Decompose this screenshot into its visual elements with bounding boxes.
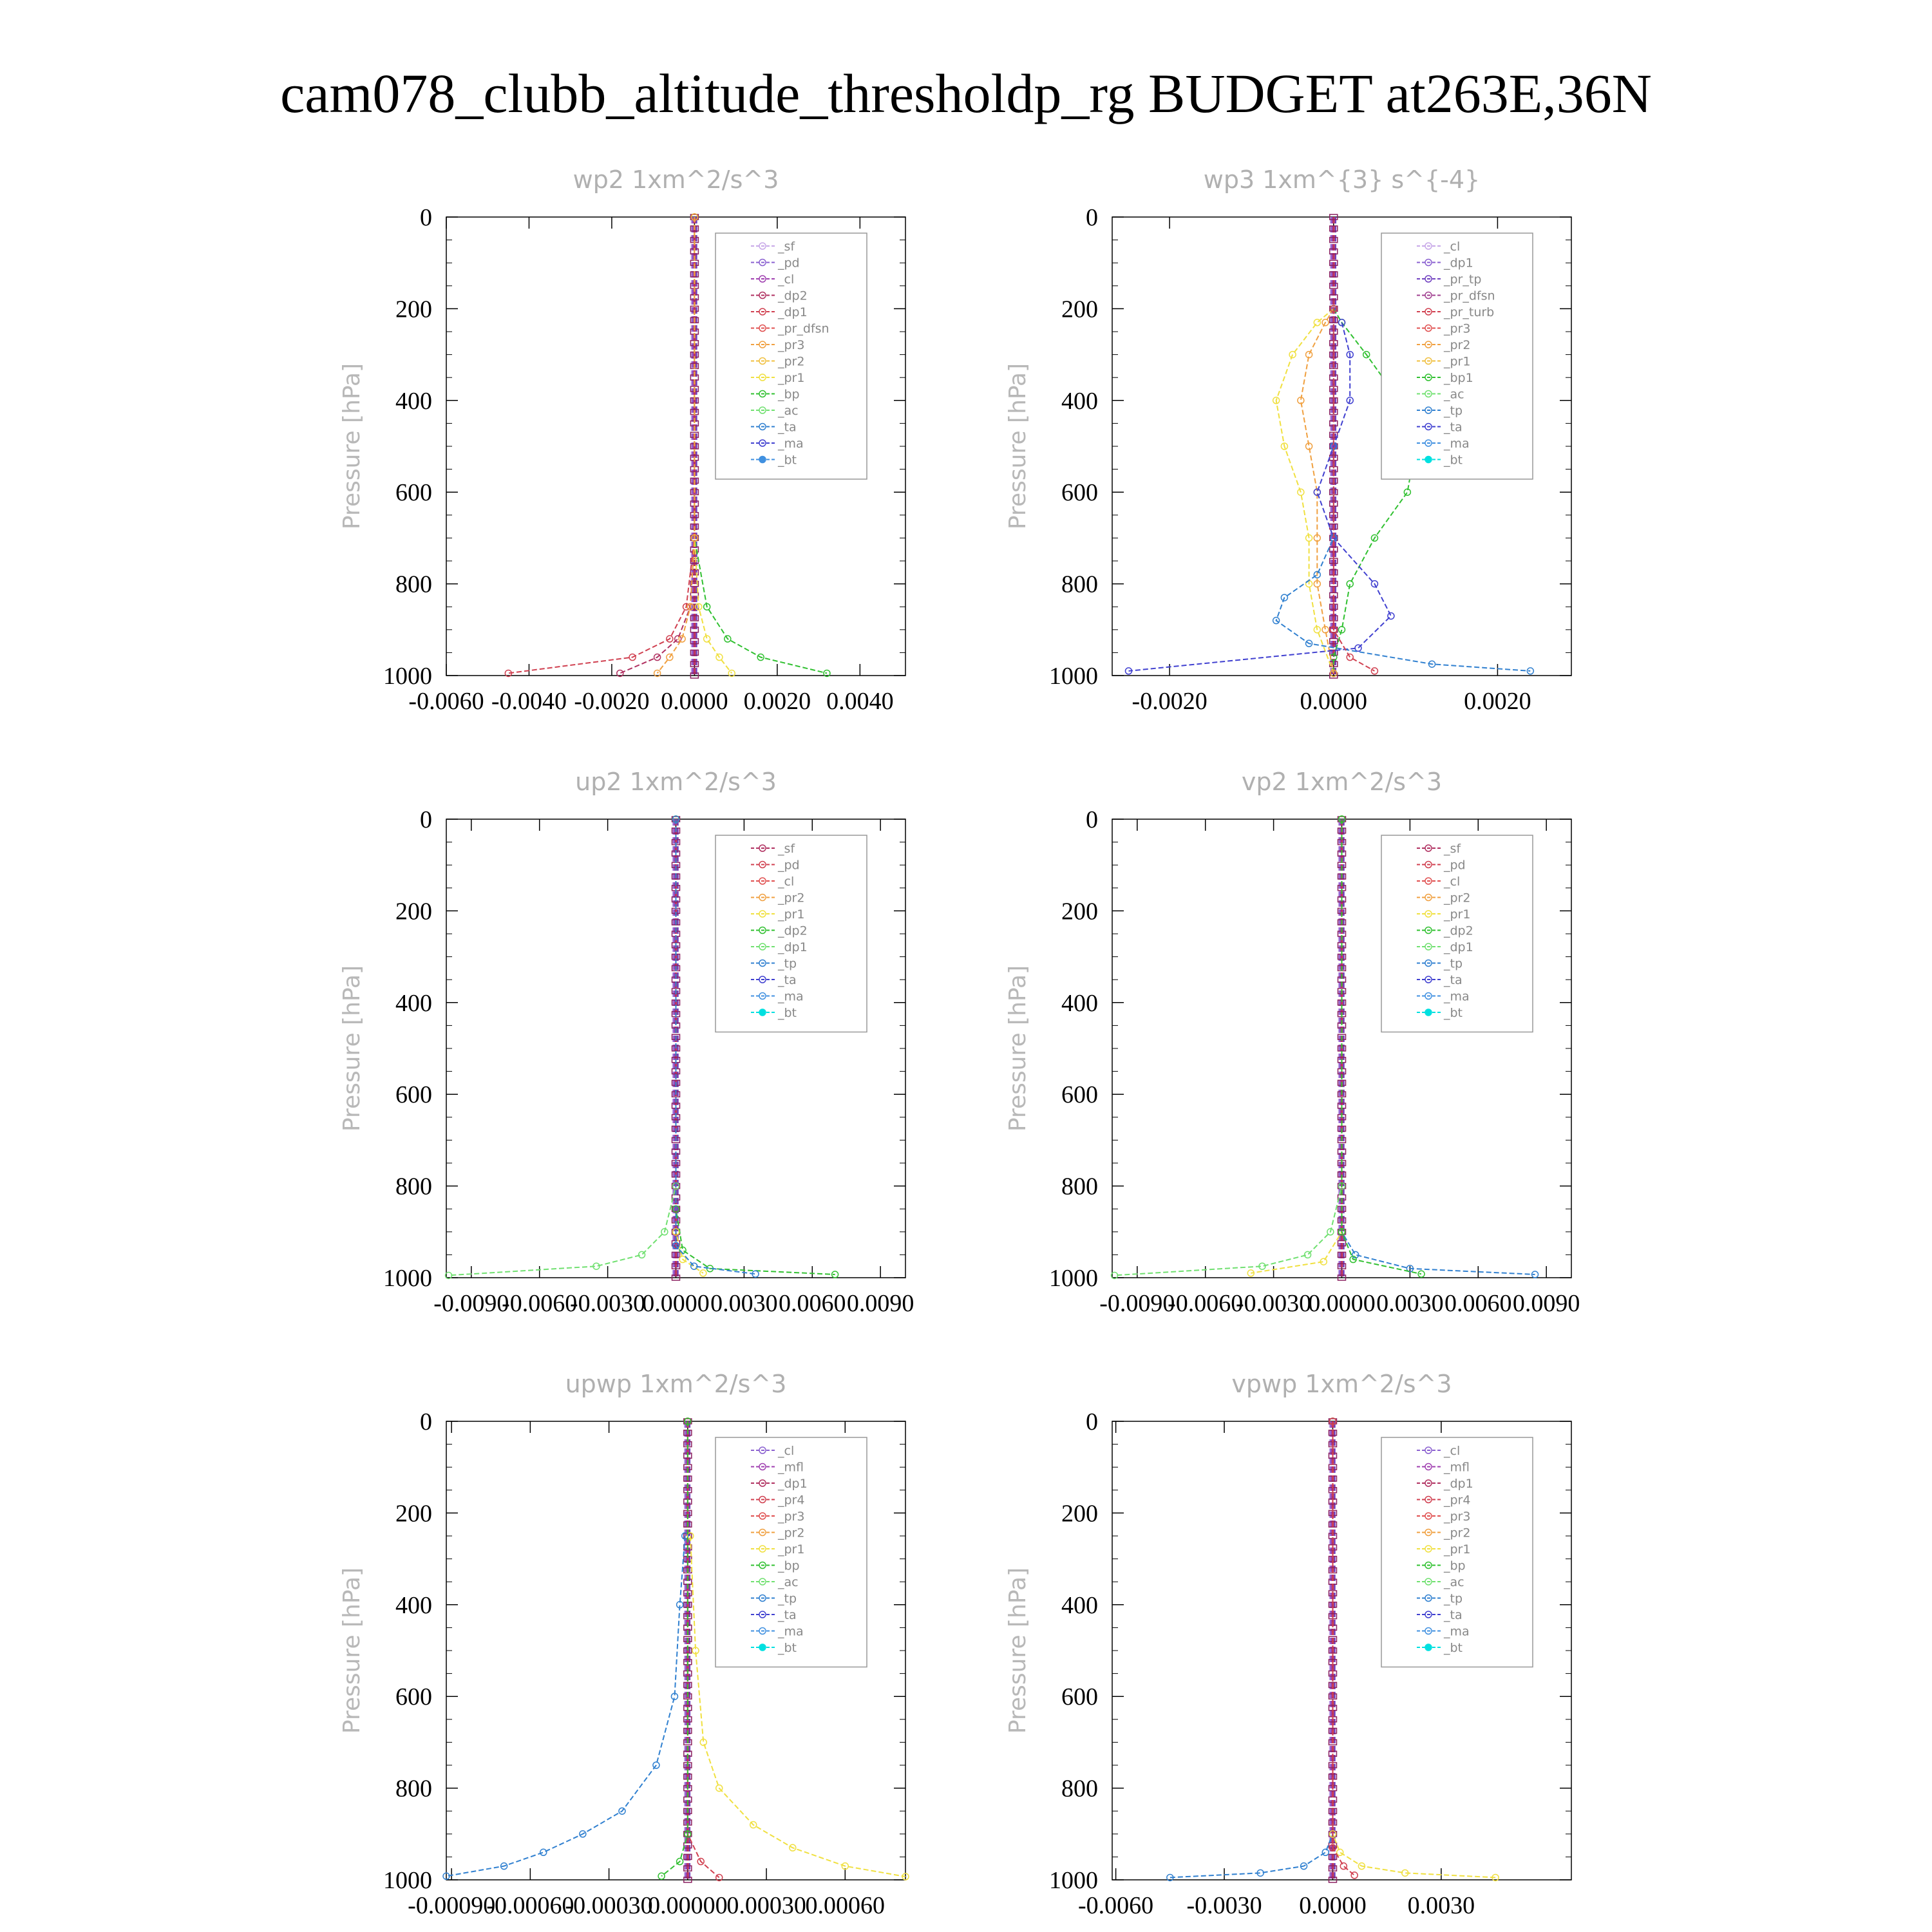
- legend-entry: _pr3: [1444, 321, 1471, 336]
- legend-entry: _ma: [778, 437, 804, 451]
- legend-entry: _pr4: [778, 1493, 805, 1508]
- y-tick-label: 1000: [383, 663, 432, 690]
- panel-1: [339, 166, 905, 715]
- legend-entry: _cl: [778, 272, 795, 287]
- legend-entry: _pr3: [778, 1510, 805, 1524]
- y-tick-label: 200: [395, 898, 432, 925]
- y-tick-label: 800: [1061, 1775, 1098, 1803]
- panel-3: [339, 768, 914, 1317]
- legend-marker: [759, 457, 766, 463]
- legend-entry: _ta: [1444, 1608, 1463, 1622]
- y-tick-label: 800: [395, 571, 432, 598]
- series-line: [1334, 308, 1375, 671]
- x-tick-label: -0.0030: [570, 1290, 646, 1317]
- y-axis-label: Pressure [hPa]: [1005, 1567, 1031, 1734]
- x-tick-label: 0.0030: [1407, 1892, 1475, 1919]
- y-tick-label: 0: [1086, 1408, 1098, 1435]
- y-tick-label: 600: [395, 1081, 432, 1109]
- series-point: [1371, 668, 1378, 674]
- y-tick-label: 800: [1061, 1173, 1098, 1200]
- x-tick-label: -0.0060: [502, 1290, 578, 1317]
- legend-entry: _dp1: [778, 1477, 808, 1491]
- legend-entry: _pr_turb: [1444, 305, 1495, 319]
- x-tick-label: 0.0000: [661, 688, 728, 715]
- series-point: [658, 1873, 665, 1879]
- series-line: [449, 819, 676, 1275]
- legend-marker: [1425, 1644, 1432, 1651]
- legend-entry: _pr_tp: [1444, 272, 1482, 287]
- panel-title: up2 1xm^2/s^3: [575, 768, 777, 796]
- y-tick-label: 600: [395, 1683, 432, 1711]
- y-tick-label: 600: [395, 479, 432, 507]
- y-tick-label: 400: [395, 989, 432, 1017]
- y-tick-label: 200: [395, 1500, 432, 1528]
- legend-entry: _ac: [1444, 387, 1464, 402]
- y-tick-label: 200: [1061, 1500, 1098, 1528]
- legend-entry: _ma: [1444, 989, 1470, 1004]
- series-point: [1347, 654, 1353, 661]
- legend-entry: _pr1: [778, 907, 805, 922]
- y-tick-label: 400: [1061, 1591, 1098, 1619]
- legend-entry: _pr2: [778, 891, 805, 905]
- panel-title: vp2 1xm^2/s^3: [1241, 768, 1443, 796]
- legend-entry: _cl: [1444, 1444, 1461, 1458]
- x-tick-label: 0.0020: [743, 688, 811, 715]
- panel-title: wp2 1xm^2/s^3: [573, 166, 779, 194]
- y-tick-label: 800: [395, 1775, 432, 1803]
- legend-entry: _ta: [1444, 420, 1463, 435]
- legend-entry: _bt: [778, 453, 797, 468]
- x-tick-label: 0.0060: [1444, 1290, 1512, 1317]
- y-tick-label: 0: [1086, 806, 1098, 833]
- legend-entry: _bp: [778, 387, 800, 402]
- panel-4: [1005, 768, 1580, 1317]
- series-point: [1340, 1863, 1347, 1870]
- y-tick-label: 0: [420, 806, 432, 833]
- legend-entry: _dp1: [1444, 256, 1473, 270]
- x-tick-label: -0.0090: [433, 1290, 509, 1317]
- legend-entry: _ta: [778, 1608, 797, 1622]
- panel-title: wp3 1xm^{3} s^{-4}: [1203, 166, 1481, 194]
- legend-entry: _tp: [1444, 404, 1463, 418]
- legend-entry: _tp: [1444, 1591, 1463, 1606]
- y-tick-label: 600: [1061, 1081, 1098, 1109]
- legend-entry: _cl: [778, 1444, 795, 1458]
- y-axis-label: Pressure [hPa]: [339, 363, 365, 530]
- y-tick-label: 400: [395, 387, 432, 415]
- y-tick-label: 800: [1061, 571, 1098, 598]
- x-tick-label: 0.0000: [1300, 688, 1368, 715]
- x-tick-label: -0.0060: [1168, 1290, 1244, 1317]
- legend-entry: _pd: [778, 256, 800, 270]
- series-point: [1337, 1849, 1343, 1855]
- y-tick-label: 200: [395, 296, 432, 323]
- y-tick-label: 1000: [1049, 663, 1098, 690]
- panel-2: [1005, 166, 1571, 715]
- series-line: [1115, 819, 1342, 1275]
- legend-marker: [1425, 1009, 1432, 1016]
- y-axis-label: Pressure [hPa]: [339, 1567, 365, 1734]
- series-point: [1418, 1271, 1425, 1277]
- y-tick-label: 600: [1061, 1683, 1098, 1711]
- series-line: [1276, 308, 1334, 673]
- x-tick-label: -0.0020: [1132, 688, 1208, 715]
- legend-entry: _ta: [778, 420, 797, 435]
- series-point: [1351, 1872, 1358, 1879]
- legend-entry: _tp: [778, 1591, 797, 1606]
- legend-entry: _bp: [1444, 1558, 1466, 1573]
- x-tick-label: 0.0030: [1376, 1290, 1444, 1317]
- legend-entry: _bt: [1444, 1006, 1463, 1020]
- series-line: [446, 1536, 685, 1876]
- y-tick-label: 200: [1061, 296, 1098, 323]
- y-tick-label: 800: [395, 1173, 432, 1200]
- legend-entry: _dp2: [1444, 923, 1473, 938]
- y-tick-label: 400: [1061, 387, 1098, 415]
- x-tick-label: 0.0000: [642, 1290, 710, 1317]
- legend-entry: _ac: [778, 1575, 799, 1589]
- panel-6: [1005, 1370, 1571, 1919]
- panel-title: upwp 1xm^2/s^3: [565, 1370, 787, 1398]
- legend-entry: _sf: [778, 240, 795, 254]
- x-tick-label: 0.0000: [1308, 1290, 1376, 1317]
- panel-5: [339, 1370, 909, 1919]
- y-axis-label: Pressure [hPa]: [1005, 965, 1031, 1132]
- y-tick-label: 0: [420, 204, 432, 231]
- x-tick-label: -0.0040: [491, 688, 567, 715]
- legend-entry: _pr1: [1444, 1542, 1471, 1557]
- legend-entry: _ta: [778, 973, 797, 987]
- x-tick-label: 0.0090: [1512, 1290, 1580, 1317]
- series-point: [1322, 1849, 1329, 1855]
- x-tick-label: 0.00030: [726, 1892, 806, 1919]
- legend-entry: _ma: [778, 1624, 804, 1639]
- x-tick-label: 0.0090: [846, 1290, 914, 1317]
- x-tick-label: 0.0030: [710, 1290, 778, 1317]
- x-tick-label: -0.0060: [408, 688, 484, 715]
- y-tick-label: 600: [1061, 479, 1098, 507]
- legend-entry: _pr1: [778, 1542, 805, 1557]
- x-tick-label: 0.0060: [779, 1290, 846, 1317]
- legend-entry: _cl: [778, 875, 795, 889]
- x-tick-label: -0.0030: [1186, 1892, 1262, 1919]
- legend-entry: _ma: [778, 989, 804, 1004]
- y-tick-label: 0: [1086, 204, 1098, 231]
- legend-entry: _bp: [778, 1558, 800, 1573]
- legend-entry: _dp1: [778, 305, 808, 319]
- series-line: [1301, 308, 1334, 673]
- legend-entry: _cl: [1444, 875, 1461, 889]
- y-tick-label: 200: [1061, 898, 1098, 925]
- y-tick-label: 1000: [383, 1265, 432, 1292]
- series-point: [1314, 319, 1320, 326]
- legend-entry: _pr1: [778, 371, 805, 385]
- series-line: [508, 217, 694, 673]
- x-tick-label: 0.00000: [648, 1892, 728, 1919]
- x-tick-label: -0.0020: [574, 688, 650, 715]
- legend-entry: _pr2: [1444, 338, 1471, 352]
- series-point: [1355, 645, 1361, 651]
- x-tick-label: -0.00090: [408, 1892, 496, 1919]
- y-tick-label: 1000: [1049, 1867, 1098, 1894]
- legend-entry: _pd: [1444, 858, 1466, 873]
- x-tick-label: -0.0090: [1099, 1290, 1175, 1317]
- series-point: [1388, 612, 1394, 619]
- y-tick-label: 1000: [1049, 1265, 1098, 1292]
- legend-entry: _bt: [778, 1641, 797, 1655]
- x-tick-label: -0.0030: [1236, 1290, 1312, 1317]
- y-tick-label: 400: [395, 1591, 432, 1619]
- x-tick-label: -0.00060: [486, 1892, 574, 1919]
- legend-entry: _bp1: [1444, 371, 1473, 385]
- y-tick-label: 0: [420, 1408, 432, 1435]
- x-tick-label: 0.0040: [826, 688, 894, 715]
- y-axis-label: Pressure [hPa]: [1005, 363, 1031, 530]
- legend-entry: _pr_dfsn: [1444, 289, 1495, 303]
- legend-entry: _pr2: [1444, 891, 1471, 905]
- legend-entry: _mfl: [778, 1460, 804, 1475]
- legend-entry: _pr4: [1444, 1493, 1471, 1508]
- legend-entry: _dp2: [778, 289, 808, 303]
- legend-entry: _dp2: [778, 923, 808, 938]
- series-line: [1251, 819, 1341, 1273]
- legend-entry: _pr3: [1444, 1510, 1471, 1524]
- legend-marker: [759, 1009, 766, 1016]
- series-point: [1527, 668, 1533, 674]
- panel-title: vpwp 1xm^2/s^3: [1231, 1370, 1452, 1398]
- legend-entry: _ma: [1444, 1624, 1470, 1639]
- legend-entry: _bt: [778, 1006, 797, 1020]
- legend-entry: _pr2: [1444, 1526, 1471, 1540]
- legend-entry: _tp: [1444, 956, 1463, 971]
- legend-entry: _pr1: [1444, 354, 1471, 369]
- x-tick-label: -0.0060: [1078, 1892, 1154, 1919]
- legend-entry: _pr1: [1444, 907, 1471, 922]
- legend-entry: _pr_dfsn: [778, 321, 829, 336]
- y-axis-label: Pressure [hPa]: [339, 965, 365, 1132]
- legend-entry: _bt: [1444, 1641, 1463, 1655]
- legend-entry: _pd: [778, 858, 800, 873]
- legend-entry: _tp: [778, 956, 797, 971]
- x-tick-label: 0.00060: [805, 1892, 886, 1919]
- x-tick-label: -0.00030: [565, 1892, 653, 1919]
- page-title: cam078_clubb_altitude_thresholdp_rg BUDGET at263E,36N: [280, 62, 1652, 124]
- legend-entry: _sf: [778, 842, 795, 856]
- legend-entry: _ma: [1444, 437, 1470, 451]
- legend-entry: _pr3: [778, 338, 805, 352]
- legend-entry: _cl: [1444, 240, 1461, 254]
- series-line: [1129, 323, 1391, 671]
- legend-entry: _ta: [1444, 973, 1463, 987]
- y-tick-label: 400: [1061, 989, 1098, 1017]
- legend-entry: _dp1: [778, 940, 808, 954]
- series-point: [540, 1849, 547, 1855]
- legend-marker: [1425, 457, 1432, 463]
- legend-marker: [759, 1644, 766, 1651]
- legend-entry: _ac: [778, 404, 799, 418]
- legend-entry: _ac: [1444, 1575, 1464, 1589]
- series-line: [1170, 1421, 1333, 1877]
- legend-entry: _mfl: [1444, 1460, 1470, 1475]
- y-tick-label: 1000: [383, 1867, 432, 1894]
- legend-entry: _pr2: [778, 1526, 805, 1540]
- x-tick-label: 0.0020: [1464, 688, 1531, 715]
- x-tick-label: 0.0000: [1299, 1892, 1367, 1919]
- legend-entry: _bt: [1444, 453, 1463, 468]
- legend-entry: _dp1: [1444, 1477, 1473, 1491]
- legend-entry: _pr2: [778, 354, 805, 369]
- legend-entry: _sf: [1444, 842, 1461, 856]
- legend-entry: _dp1: [1444, 940, 1473, 954]
